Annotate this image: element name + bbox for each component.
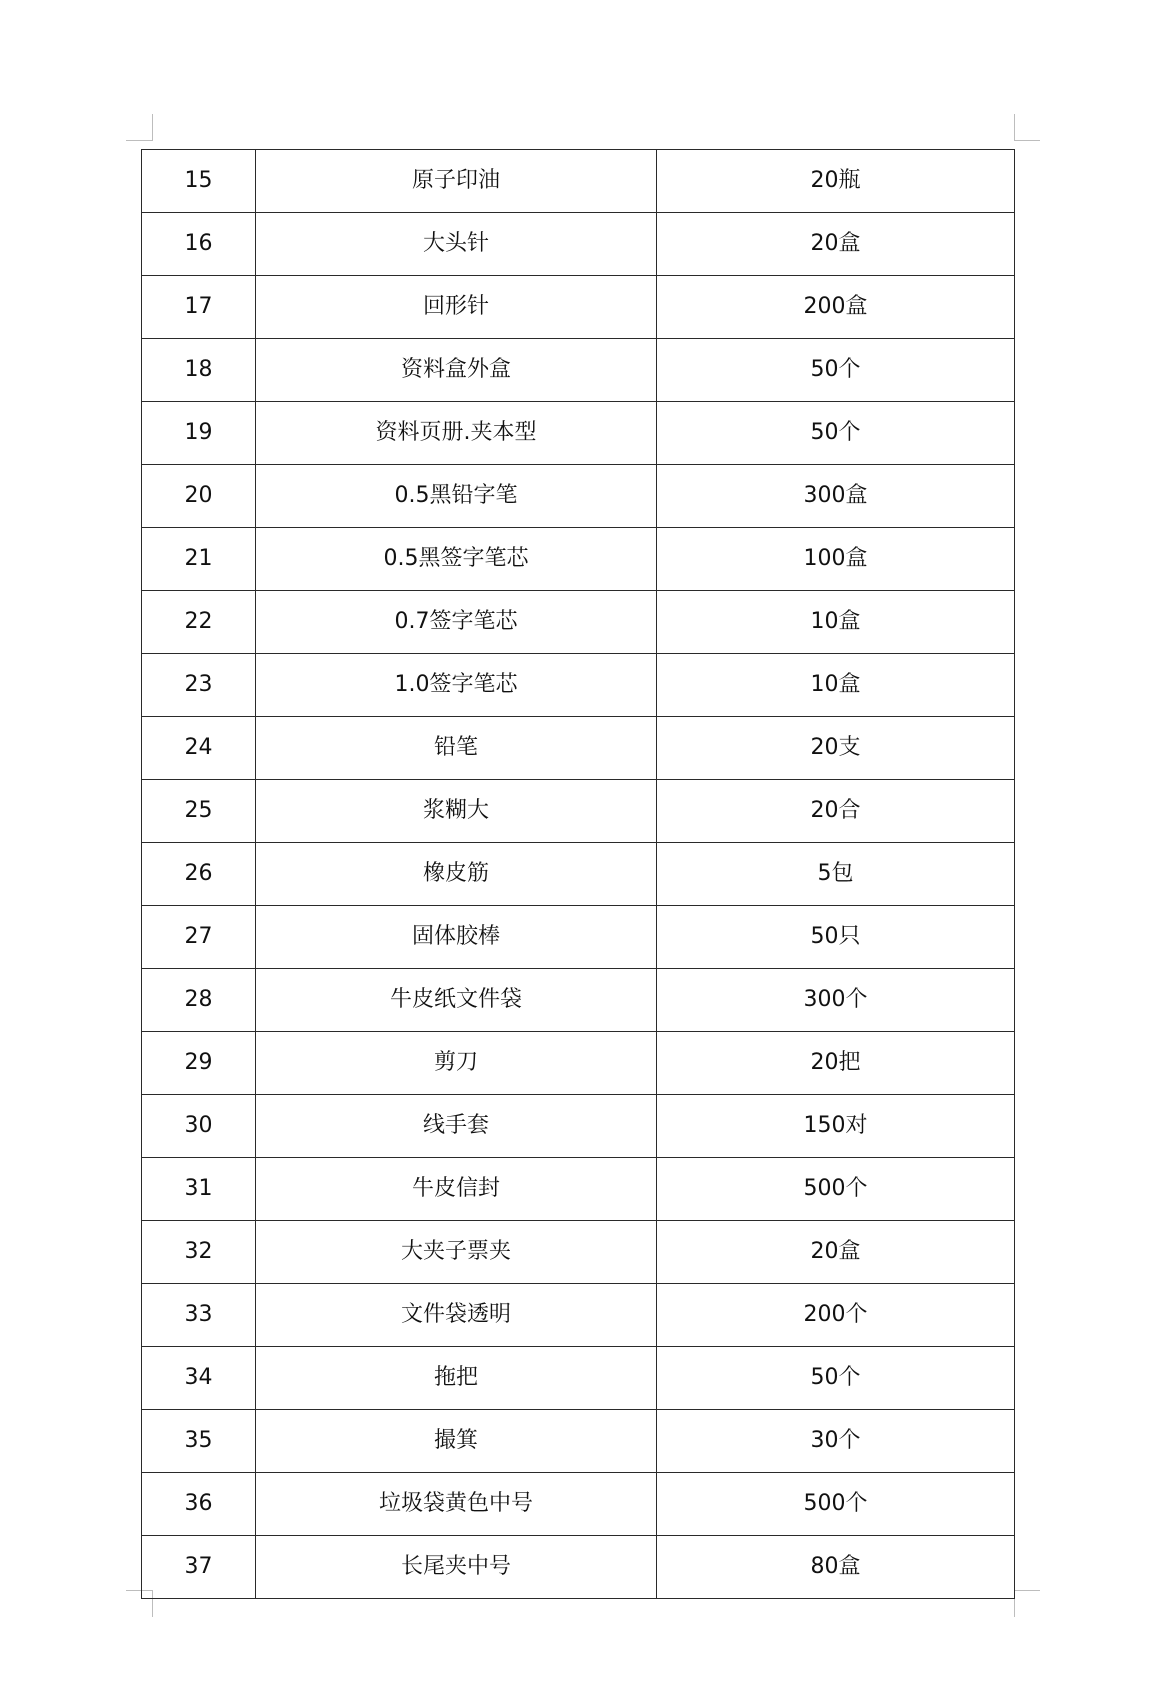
item-name-cell: 浆糊大 xyxy=(256,780,657,843)
table-row xyxy=(142,780,1015,843)
item-name-cell: 铅笔 xyxy=(256,717,657,780)
table-row xyxy=(142,906,1015,969)
item-name-cell: 牛皮纸文件袋 xyxy=(256,969,657,1032)
item-number-cell: 32 xyxy=(142,1221,256,1284)
item-number-cell: 25 xyxy=(142,780,256,843)
table-row xyxy=(142,1536,1015,1599)
supplies-table xyxy=(141,149,1015,1599)
item-quantity-cell: 20合 xyxy=(657,780,1015,843)
item-number-cell: 21 xyxy=(142,528,256,591)
crop-mark-top-right-h xyxy=(1014,140,1040,141)
item-number-cell: 17 xyxy=(142,276,256,339)
item-number-cell: 20 xyxy=(142,465,256,528)
item-number-cell: 30 xyxy=(142,1095,256,1158)
item-number-cell: 35 xyxy=(142,1410,256,1473)
item-name-cell: 0.5黑签字笔芯 xyxy=(256,528,657,591)
item-name-cell: 线手套 xyxy=(256,1095,657,1158)
item-quantity-cell: 100盒 xyxy=(657,528,1015,591)
table-row xyxy=(142,969,1015,1032)
table-row xyxy=(142,402,1015,465)
item-quantity-cell: 30个 xyxy=(657,1410,1015,1473)
item-name-cell: 资料盒外盒 xyxy=(256,339,657,402)
item-name-cell: 原子印油 xyxy=(256,150,657,213)
item-number-cell: 22 xyxy=(142,591,256,654)
item-number-cell: 16 xyxy=(142,213,256,276)
item-name-cell: 橡皮筋 xyxy=(256,843,657,906)
item-quantity-cell: 50个 xyxy=(657,402,1015,465)
item-number-cell: 37 xyxy=(142,1536,256,1599)
item-name-cell: 牛皮信封 xyxy=(256,1158,657,1221)
item-quantity-cell: 20把 xyxy=(657,1032,1015,1095)
item-quantity-cell: 5包 xyxy=(657,843,1015,906)
item-quantity-cell: 50个 xyxy=(657,1347,1015,1410)
item-name-cell: 0.7签字笔芯 xyxy=(256,591,657,654)
table-row xyxy=(142,1158,1015,1221)
item-quantity-cell: 20瓶 xyxy=(657,150,1015,213)
table-row xyxy=(142,1284,1015,1347)
item-number-cell: 31 xyxy=(142,1158,256,1221)
table-row xyxy=(142,1095,1015,1158)
item-name-cell: 0.5黑铅字笔 xyxy=(256,465,657,528)
item-number-cell: 18 xyxy=(142,339,256,402)
crop-mark-top-left-v xyxy=(152,114,153,141)
item-number-cell: 34 xyxy=(142,1347,256,1410)
table-row xyxy=(142,1410,1015,1473)
item-quantity-cell: 10盒 xyxy=(657,591,1015,654)
crop-mark-top-right-v xyxy=(1014,114,1015,141)
item-name-cell: 固体胶棒 xyxy=(256,906,657,969)
table-row xyxy=(142,339,1015,402)
item-quantity-cell: 150对 xyxy=(657,1095,1015,1158)
table-row xyxy=(142,654,1015,717)
table-row xyxy=(142,1473,1015,1536)
item-quantity-cell: 20盒 xyxy=(657,213,1015,276)
item-quantity-cell: 300盒 xyxy=(657,465,1015,528)
supplies-table-body xyxy=(142,150,1015,1599)
crop-mark-top-left-h xyxy=(126,140,152,141)
item-quantity-cell: 200盒 xyxy=(657,276,1015,339)
item-name-cell: 资料页册.夹本型 xyxy=(256,402,657,465)
item-quantity-cell: 500个 xyxy=(657,1158,1015,1221)
item-number-cell: 24 xyxy=(142,717,256,780)
item-name-cell: 撮箕 xyxy=(256,1410,657,1473)
item-number-cell: 26 xyxy=(142,843,256,906)
item-quantity-cell: 80盒 xyxy=(657,1536,1015,1599)
table-row xyxy=(142,591,1015,654)
table-row xyxy=(142,528,1015,591)
table-row xyxy=(142,1347,1015,1410)
table-row xyxy=(142,213,1015,276)
item-number-cell: 15 xyxy=(142,150,256,213)
item-quantity-cell: 200个 xyxy=(657,1284,1015,1347)
table-row xyxy=(142,276,1015,339)
item-number-cell: 27 xyxy=(142,906,256,969)
item-name-cell: 垃圾袋黄色中号 xyxy=(256,1473,657,1536)
table-row xyxy=(142,1032,1015,1095)
item-name-cell: 文件袋透明 xyxy=(256,1284,657,1347)
item-quantity-cell: 500个 xyxy=(657,1473,1015,1536)
item-number-cell: 33 xyxy=(142,1284,256,1347)
crop-mark-bottom-right-h xyxy=(1014,1590,1040,1591)
table-row xyxy=(142,150,1015,213)
item-quantity-cell: 300个 xyxy=(657,969,1015,1032)
item-name-cell: 大头针 xyxy=(256,213,657,276)
item-quantity-cell: 10盒 xyxy=(657,654,1015,717)
item-name-cell: 大夹子票夹 xyxy=(256,1221,657,1284)
item-name-cell: 剪刀 xyxy=(256,1032,657,1095)
item-quantity-cell: 50个 xyxy=(657,339,1015,402)
item-quantity-cell: 20支 xyxy=(657,717,1015,780)
table-row xyxy=(142,717,1015,780)
table-row xyxy=(142,1221,1015,1284)
item-number-cell: 36 xyxy=(142,1473,256,1536)
item-number-cell: 23 xyxy=(142,654,256,717)
item-number-cell: 29 xyxy=(142,1032,256,1095)
table-row xyxy=(142,465,1015,528)
item-name-cell: 回形针 xyxy=(256,276,657,339)
item-name-cell: 1.0签字笔芯 xyxy=(256,654,657,717)
item-number-cell: 19 xyxy=(142,402,256,465)
item-name-cell: 长尾夹中号 xyxy=(256,1536,657,1599)
item-quantity-cell: 50只 xyxy=(657,906,1015,969)
table-row xyxy=(142,843,1015,906)
item-name-cell: 拖把 xyxy=(256,1347,657,1410)
item-quantity-cell: 20盒 xyxy=(657,1221,1015,1284)
item-number-cell: 28 xyxy=(142,969,256,1032)
